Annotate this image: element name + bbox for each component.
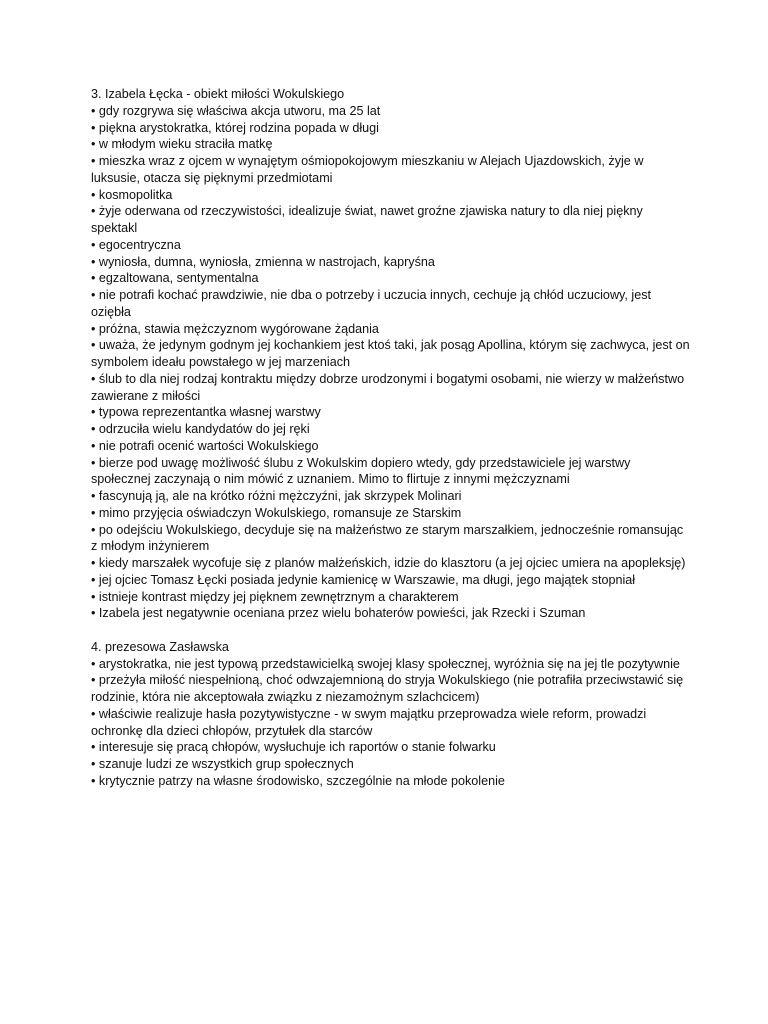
list-item: • jej ojciec Tomasz Łęcki posiada jedynie kamienicę w Warszawie, ma długi, jego majątek stopniał	[91, 572, 636, 587]
section-heading: 3. Izabela Łęcka - obiekt miłości Wokulskiego	[91, 87, 345, 101]
list-item: • piękna arystokratka, której rodzina popada w długi	[91, 120, 379, 135]
list-item: • egzaltowana, sentymentalna	[91, 271, 259, 286]
list-item: • mieszka wraz z ojcem w wynajętym ośmiopokojowym mieszkaniu w Alejach Ujazdowskich, żyje w luksusie, otacza się pięknymi przedmiotami	[91, 154, 644, 185]
list-item: • kosmopolitka	[91, 187, 173, 202]
list-item: • w młodym wieku straciła matkę	[91, 137, 273, 152]
bullet-list	[91, 103, 691, 622]
section-heading: 4. prezesowa Zasławska	[91, 639, 229, 654]
list-item: • przeżyła miłość niespełnioną, choć odwzajemnioną do stryja Wokulskiego (nie potrafiła przeciwstawić się rodzinie, która nie akceptowała związku z niezamożnym szlachcicem)	[91, 673, 684, 704]
list-item: • fascynują ją, ale na krótko różni mężczyźni, jak skrzypek Molinari	[91, 489, 462, 503]
list-item: • mimo przyjęcia oświadczyn Wokulskiego, romansuje ze Starskim	[91, 505, 462, 520]
list-item: • po odejściu Wokulskiego, decyduje się na małżeństwo ze starym marszałkiem, jednocześnie romansując z młodym inżynierem	[91, 522, 684, 554]
list-item: • nie potrafi kochać prawdziwie, nie dba o potrzeby i uczucia innych, cechuje ją chłód uczuciowy, jest oziębła	[91, 288, 651, 319]
list-item: • żyje oderwana od rzeczywistości, idealizuje świat, nawet groźne zjawiska natury to dla niej piękny spektakl	[91, 204, 643, 235]
list-item: • arystokratka, nie jest typową przedstawicielką swojej klasy społecznej, wyróżnia się na jej tle pozytywnie	[91, 656, 680, 671]
list-item: • bierze pod uwagę możliwość ślubu z Wokulskim dopiero wtedy, gdy przedstawiciele jej warstwy społecznej zaczynają o nim mówić z uznaniem. Mimo to flirtuje z innymi mężczyznami	[91, 455, 631, 487]
document-page	[91, 86, 691, 790]
list-item: • interesuje się pracą chłopów, wysłuchuje ich raportów o stanie folwarku	[91, 740, 496, 755]
list-item: • próżna, stawia mężczyznom wygórowane żądania	[91, 321, 379, 336]
list-item: • krytycznie patrzy na własne środowisko, szczególnie na młode pokolenie	[91, 773, 505, 788]
list-item: • typowa reprezentantka własnej warstwy	[91, 405, 321, 420]
list-item: • ślub to dla niej rodzaj kontraktu między dobrze urodzonymi i bogatymi osobami, nie wierzy w małżeństwo zawierane z miłości	[91, 371, 685, 403]
section-prezesowa-zaslawska	[91, 639, 691, 790]
list-item: • odrzuciła wielu kandydatów do jej ręki	[91, 422, 310, 436]
list-item: • gdy rozgrywa się właściwa akcja utworu, ma 25 lat	[91, 103, 381, 118]
list-item: • wyniosła, dumna, wyniosła, zmienna w nastrojach, kapryśna	[91, 254, 435, 269]
list-item: • właściwie realizuje hasła pozytywistyczne - w swym majątku przeprowadza wiele reform, prowadzi ochronkę dla dzieci chłopów, przytułek dla starców	[91, 706, 647, 738]
list-item: • istnieje kontrast między jej pięknem zewnętrznym a charakterem	[91, 589, 459, 604]
list-item: • kiedy marszałek wycofuje się z planów małżeńskich, idzie do klasztoru (a jej ojciec umiera na apopleksję)	[91, 556, 686, 570]
list-item: • szanuje ludzi ze wszystkich grup społecznych	[91, 757, 354, 771]
list-item: • egocentryczna	[91, 237, 181, 252]
list-item: • nie potrafi ocenić wartości Wokulskiego	[91, 438, 319, 453]
section-izabela-lecka	[91, 86, 691, 622]
list-item: • uważa, że jedynym godnym jej kochankiem jest ktoś taki, jak posąg Apollina, którym się zachwyca, jest on symbolem ideału powstałego w jej marzeniach	[91, 338, 690, 369]
list-item: • Izabela jest negatywnie oceniana przez wielu bohaterów powieści, jak Rzecki i Szuman	[91, 606, 586, 621]
bullet-list	[91, 656, 691, 790]
